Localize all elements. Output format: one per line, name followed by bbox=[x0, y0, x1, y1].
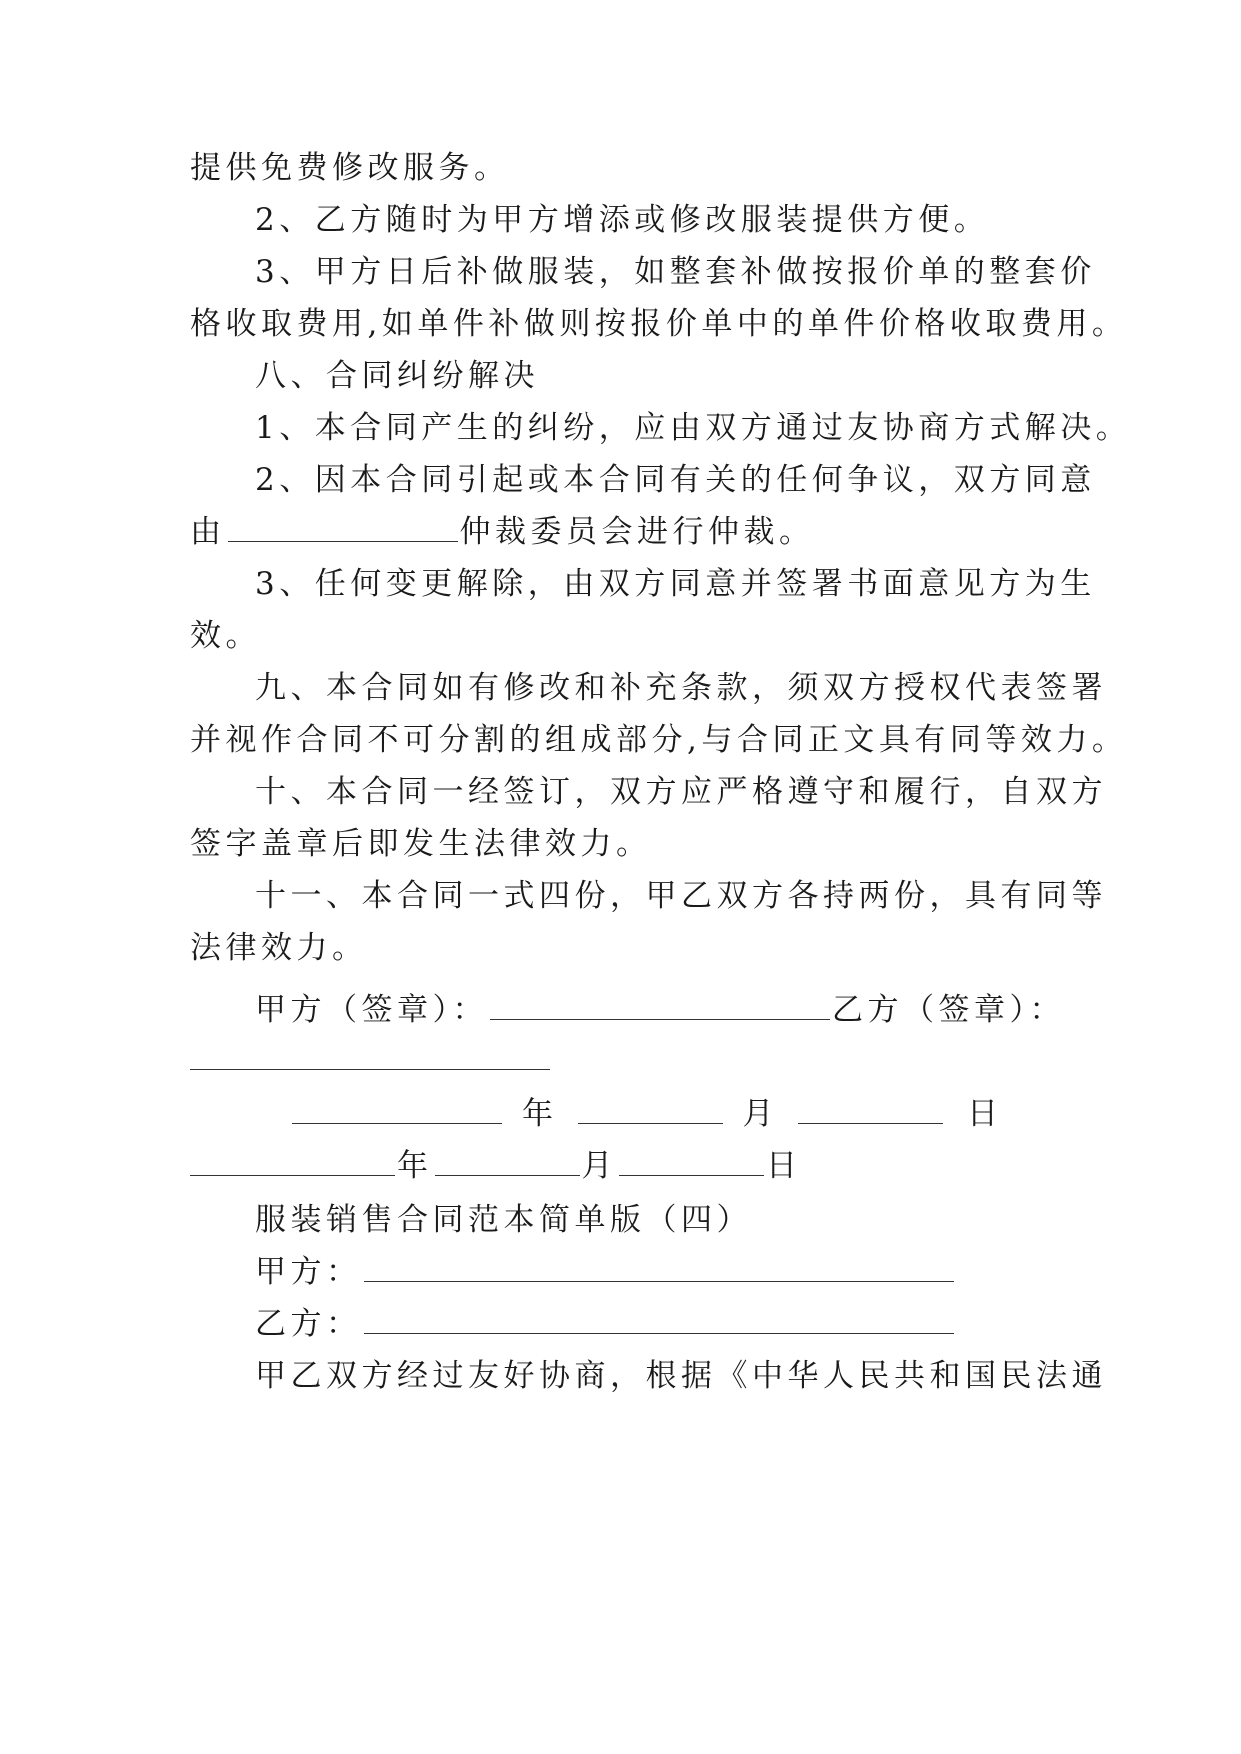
contract-intro: 甲乙双方经过友好协商，根据《中华人民共和国民法通 bbox=[255, 1358, 1107, 1394]
month-label: 月 bbox=[742, 1096, 778, 1132]
day-blank[interactable] bbox=[798, 1099, 943, 1124]
year-blank[interactable] bbox=[190, 1151, 395, 1176]
signature-continuation bbox=[190, 1040, 1070, 1080]
arbitration-prefix: 由 bbox=[190, 514, 226, 550]
year-blank[interactable] bbox=[292, 1099, 502, 1124]
section-11: 十一、本合同一式四份，甲乙双方各持两份，具有同等 bbox=[255, 878, 1107, 914]
arbitration-committee-blank[interactable] bbox=[228, 517, 458, 542]
paragraph-line: 效。 bbox=[190, 618, 261, 654]
clause-7-3: 3、甲方日后补做服装，如整套补做按报价单的整套价 bbox=[255, 254, 1096, 290]
party-a-signature-blank[interactable] bbox=[490, 995, 830, 1020]
date-line-party-a bbox=[190, 1094, 1070, 1134]
year-label: 年 bbox=[522, 1096, 558, 1132]
party-a-line bbox=[255, 1252, 1070, 1292]
signature-line bbox=[255, 990, 1070, 1030]
paragraph-line: 法律效力。 bbox=[190, 930, 368, 966]
section-9: 九、本合同如有修改和补充条款，须双方授权代表签署 bbox=[255, 670, 1107, 706]
party-b-line bbox=[255, 1304, 1070, 1344]
party-b-label: 乙方： bbox=[255, 1306, 362, 1342]
clause-8-3: 3、任何变更解除，由双方同意并签署书面意见方为生 bbox=[255, 566, 1096, 602]
arbitration-suffix: 仲裁委员会进行仲裁。 bbox=[459, 514, 815, 550]
clause-8-1: 1、本合同产生的纠纷，应由双方通过友协商方式解决。 bbox=[255, 410, 1132, 446]
paragraph-line: 并视作合同不可分割的组成部分,与合同正文具有同等效力。 bbox=[190, 722, 1128, 758]
paragraph-line: 提供免费修改服务。 bbox=[190, 150, 510, 186]
paragraph-line: 签字盖章后即发生法律效力。 bbox=[190, 826, 652, 862]
party-b-signature-label: 乙方（签章）： bbox=[832, 992, 1065, 1028]
contract-title: 服装销售合同范本简单版（四） bbox=[255, 1202, 752, 1238]
month-blank[interactable] bbox=[578, 1099, 723, 1124]
party-b-signature-blank[interactable] bbox=[190, 1045, 550, 1070]
arbitration-line bbox=[190, 512, 1070, 552]
party-b-name-blank[interactable] bbox=[364, 1309, 954, 1334]
year-label: 年 bbox=[397, 1148, 433, 1184]
clause-8-2: 2、因本合同引起或本合同有关的任何争议，双方同意 bbox=[255, 462, 1096, 498]
day-blank[interactable] bbox=[619, 1151, 764, 1176]
party-a-name-blank[interactable] bbox=[364, 1257, 954, 1282]
section-8-heading: 八、合同纠纷解决 bbox=[255, 358, 539, 394]
party-a-label: 甲方： bbox=[255, 1254, 362, 1290]
day-label: 日 bbox=[967, 1096, 1003, 1132]
date-line-party-b bbox=[190, 1146, 1070, 1186]
party-a-signature-label: 甲方（签章）： bbox=[255, 992, 488, 1028]
month-label: 月 bbox=[581, 1148, 617, 1184]
day-label: 日 bbox=[766, 1148, 802, 1184]
clause-7-2: 2、乙方随时为甲方增添或修改服装提供方便。 bbox=[255, 202, 990, 238]
month-blank[interactable] bbox=[435, 1151, 580, 1176]
paragraph-line: 格收取费用,如单件补做则按报价单中的单件价格收取费用。 bbox=[190, 306, 1128, 342]
section-10: 十、本合同一经签订，双方应严格遵守和履行，自双方 bbox=[255, 774, 1107, 810]
